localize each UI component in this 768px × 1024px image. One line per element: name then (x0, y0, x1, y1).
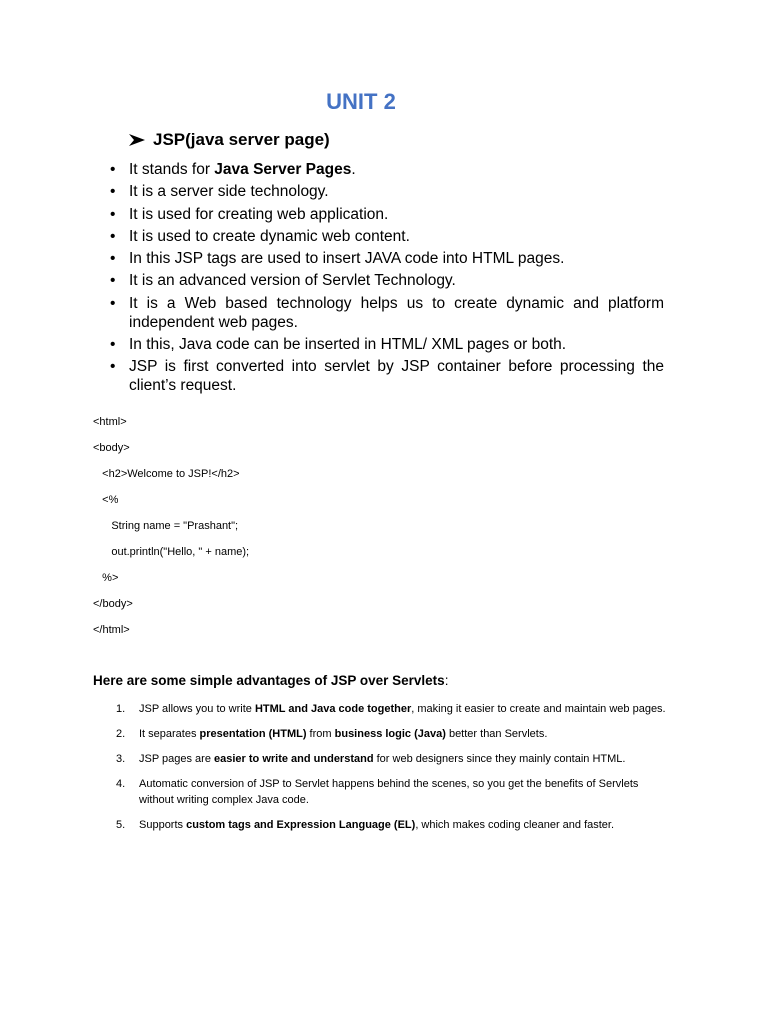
code-sample (93, 413, 249, 647)
advantage-text: It separates (139, 728, 200, 740)
code-line: </html> (93, 624, 130, 636)
bullet-symbol: • (110, 161, 116, 178)
bullet-text: It stands for (129, 161, 215, 178)
bullet-item (108, 160, 664, 179)
advantages-heading (93, 672, 448, 690)
advantage-text: Supports (139, 819, 187, 831)
advantage-bold-text: HTML and Java code together (254, 703, 412, 715)
advantage-bold-text: easier to write and understand (214, 753, 374, 765)
code-line: %> (93, 572, 119, 584)
code-line: </body> (93, 598, 133, 610)
bullet-item (108, 182, 664, 201)
bullet-text: It is used for creating web application. (129, 205, 389, 223)
advantage-text: , making it easier to create and maintain web pages. (411, 703, 666, 715)
advantage-number: 5. (116, 819, 126, 831)
bullet-symbol: • (110, 183, 116, 201)
jsp-bullet-list (108, 160, 664, 399)
advantage-bold-text: custom tags and Expression Language (EL) (186, 819, 416, 831)
advantage-text: JSP allows you to write (139, 703, 255, 715)
arrow-right-icon (128, 133, 146, 147)
advantage-item (108, 817, 674, 833)
section-heading-text: JSP(java server page) (153, 130, 330, 149)
page-title: UNIT 2 (326, 89, 396, 114)
bullet-text: It is a server side technology. (129, 183, 329, 201)
bullet-bold-text: Java Server Pages (214, 161, 352, 178)
advantage-bold-text: presentation (HTML) (199, 728, 307, 740)
bullet-item (108, 249, 664, 268)
bullet-text: It is an advanced version of Servlet Technology. (129, 272, 456, 290)
bullet-item (108, 227, 664, 246)
advantage-text: Automatic conversion of JSP to Servlet happens behind the scenes, so you get the benefits of Servlets without writing complex Java code. (139, 778, 639, 806)
bullet-text: JSP is first converted into servlet by JSP container before processing the client’s request. (129, 358, 664, 395)
advantage-text: better than Servlets. (445, 728, 548, 740)
code-line: <% (93, 494, 119, 506)
code-line: <html> (93, 416, 127, 428)
bullet-item (108, 271, 664, 290)
bullet-symbol: • (110, 358, 116, 376)
advantage-number: 3. (116, 753, 126, 765)
code-line: String name = "Prashant"; (93, 520, 239, 532)
bullet-text: It is a Web based technology helps us to create dynamic and platform independent web pages. (129, 294, 664, 331)
advantage-bold-text: business logic (Java) (334, 728, 446, 740)
bullet-symbol: • (110, 336, 116, 354)
bullet-symbol: • (110, 294, 116, 312)
code-line: <h2>Welcome to JSP!</h2> (93, 468, 240, 480)
advantage-number: 1. (116, 703, 126, 715)
section-heading (128, 128, 330, 152)
advantage-text: for web designers since they mainly contain HTML. (373, 753, 626, 765)
advantage-item (108, 726, 674, 742)
advantage-item (108, 776, 674, 808)
bullet-text: In this, Java code can be inserted in HTML/ XML pages or both. (129, 336, 567, 354)
advantage-text: , which makes coding cleaner and faster. (415, 819, 615, 831)
code-line: out.println("Hello, " + name); (93, 546, 250, 558)
bullet-text: In this JSP tags are used to insert JAVA code into HTML pages. (129, 250, 565, 268)
bullet-symbol: • (110, 250, 116, 268)
bullet-item (108, 294, 664, 332)
advantage-text: from (306, 728, 335, 740)
bullet-text: It is used to create dynamic web content. (129, 227, 410, 245)
bullet-text: . (351, 161, 356, 178)
advantage-number: 2. (116, 728, 126, 740)
advantages-list (108, 701, 674, 842)
bullet-item (108, 357, 664, 395)
advantage-text: JSP pages are (139, 753, 215, 765)
bullet-symbol: • (110, 227, 116, 245)
bullet-item (108, 335, 664, 354)
advantage-number: 4. (116, 778, 126, 790)
advantage-item (108, 751, 674, 767)
bullet-symbol: • (110, 272, 116, 290)
advantage-item (108, 701, 674, 717)
bullet-symbol: • (110, 205, 116, 223)
advantages-heading-colon: : (444, 673, 449, 688)
advantages-heading-text: Here are some simple advantages of JSP over Servlets (93, 673, 445, 688)
bullet-item (108, 205, 664, 224)
code-line: <body> (93, 442, 130, 454)
